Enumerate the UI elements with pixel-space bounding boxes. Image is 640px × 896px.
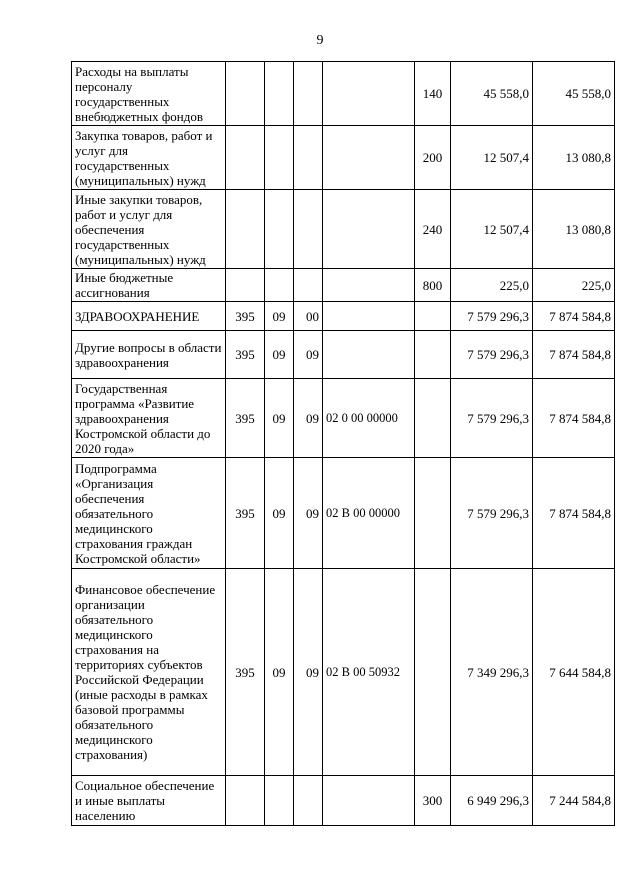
table-row [72, 302, 615, 331]
pr-cell [294, 776, 323, 826]
csr-cell [323, 776, 415, 826]
sum1-cell: 12 507,4 [451, 190, 533, 269]
row-name: Социальное обеспечение и иные выплаты населению [72, 776, 226, 826]
sum1-cell: 7 349 296,3 [451, 569, 533, 776]
table-row [72, 458, 615, 569]
rz-cell [265, 190, 294, 269]
sum1-cell: 7 579 296,3 [451, 458, 533, 569]
sum2-cell: 13 080,8 [533, 126, 615, 190]
rz-cell: 09 [265, 331, 294, 379]
sum1-cell: 7 579 296,3 [451, 379, 533, 458]
row-name: Расходы на выплаты персоналу государственных внебюджетных фондов [72, 62, 226, 126]
sum2-cell: 7 874 584,8 [533, 331, 615, 379]
sum1-cell: 225,0 [451, 269, 533, 302]
sum1-cell: 12 507,4 [451, 126, 533, 190]
ved-cell [226, 62, 265, 126]
pr-cell [294, 62, 323, 126]
ved-cell: 395 [226, 458, 265, 569]
rz-cell: 09 [265, 569, 294, 776]
sum1-cell: 6 949 296,3 [451, 776, 533, 826]
sum2-cell: 7 874 584,8 [533, 302, 615, 331]
row-name: ЗДРАВООХРАНЕНИЕ [72, 302, 226, 331]
csr-cell [323, 331, 415, 379]
table-row [72, 379, 615, 458]
ved-cell: 395 [226, 379, 265, 458]
csr-cell [323, 302, 415, 331]
vr-cell: 800 [415, 269, 451, 302]
pr-cell [294, 190, 323, 269]
pr-cell: 00 [294, 302, 323, 331]
sum1-cell: 7 579 296,3 [451, 302, 533, 331]
rz-cell [265, 269, 294, 302]
pr-cell: 09 [294, 458, 323, 569]
ved-cell: 395 [226, 331, 265, 379]
row-name: Закупка товаров, работ и услуг для государственных (муниципальных) нужд [72, 126, 226, 190]
row-name: Финансовое обеспечение организации обязательного медицинского страхования на территориях субъектов Российской Федерации (иные расходы в рамках базовой программы обязательного медицинского страхования) [72, 569, 226, 776]
csr-cell: 02 В 00 50932 [323, 569, 415, 776]
vr-cell: 200 [415, 126, 451, 190]
budget-table [71, 61, 615, 826]
sum2-cell: 7 874 584,8 [533, 379, 615, 458]
sum1-cell: 7 579 296,3 [451, 331, 533, 379]
sum2-cell: 7 244 584,8 [533, 776, 615, 826]
csr-cell: 02 0 00 00000 [323, 379, 415, 458]
table-row [72, 776, 615, 826]
pr-cell: 09 [294, 331, 323, 379]
row-name: Другие вопросы в области здравоохранения [72, 331, 226, 379]
ved-cell [226, 269, 265, 302]
row-name: Иные закупки товаров, работ и услуг для обеспечения государственных (муниципальных) нужд [72, 190, 226, 269]
rz-cell: 09 [265, 458, 294, 569]
sum2-cell: 45 558,0 [533, 62, 615, 126]
vr-cell: 140 [415, 62, 451, 126]
csr-cell: 02 В 00 00000 [323, 458, 415, 569]
rz-cell: 09 [265, 302, 294, 331]
csr-cell [323, 190, 415, 269]
csr-cell [323, 269, 415, 302]
ved-cell: 395 [226, 302, 265, 331]
rz-cell [265, 126, 294, 190]
ved-cell [226, 190, 265, 269]
vr-cell [415, 458, 451, 569]
pr-cell: 09 [294, 379, 323, 458]
vr-cell: 240 [415, 190, 451, 269]
sum1-cell: 45 558,0 [451, 62, 533, 126]
page-number: 9 [316, 33, 324, 48]
table-row [72, 331, 615, 379]
sum2-cell: 13 080,8 [533, 190, 615, 269]
vr-cell [415, 302, 451, 331]
vr-cell [415, 331, 451, 379]
row-name: Государственная программа «Развитие здравоохранения Костромской области до 2020 года» [72, 379, 226, 458]
vr-cell: 300 [415, 776, 451, 826]
ved-cell: 395 [226, 569, 265, 776]
csr-cell [323, 126, 415, 190]
pr-cell [294, 126, 323, 190]
sum2-cell: 7 644 584,8 [533, 569, 615, 776]
rz-cell [265, 776, 294, 826]
pr-cell: 09 [294, 569, 323, 776]
table-row [72, 126, 615, 190]
row-name: Иные бюджетные ассигнования [72, 269, 226, 302]
csr-cell [323, 62, 415, 126]
table-row [72, 269, 615, 302]
sum2-cell: 7 874 584,8 [533, 458, 615, 569]
vr-cell [415, 379, 451, 458]
sum2-cell: 225,0 [533, 269, 615, 302]
table-row [72, 569, 615, 776]
rz-cell: 09 [265, 379, 294, 458]
pr-cell [294, 269, 323, 302]
rz-cell [265, 62, 294, 126]
vr-cell [415, 569, 451, 776]
row-name: Подпрограмма «Организация обеспечения обязательного медицинского страхования граждан Костромской области» [72, 458, 226, 569]
ved-cell [226, 126, 265, 190]
table-row [72, 190, 615, 269]
ved-cell [226, 776, 265, 826]
table-row [72, 62, 615, 126]
